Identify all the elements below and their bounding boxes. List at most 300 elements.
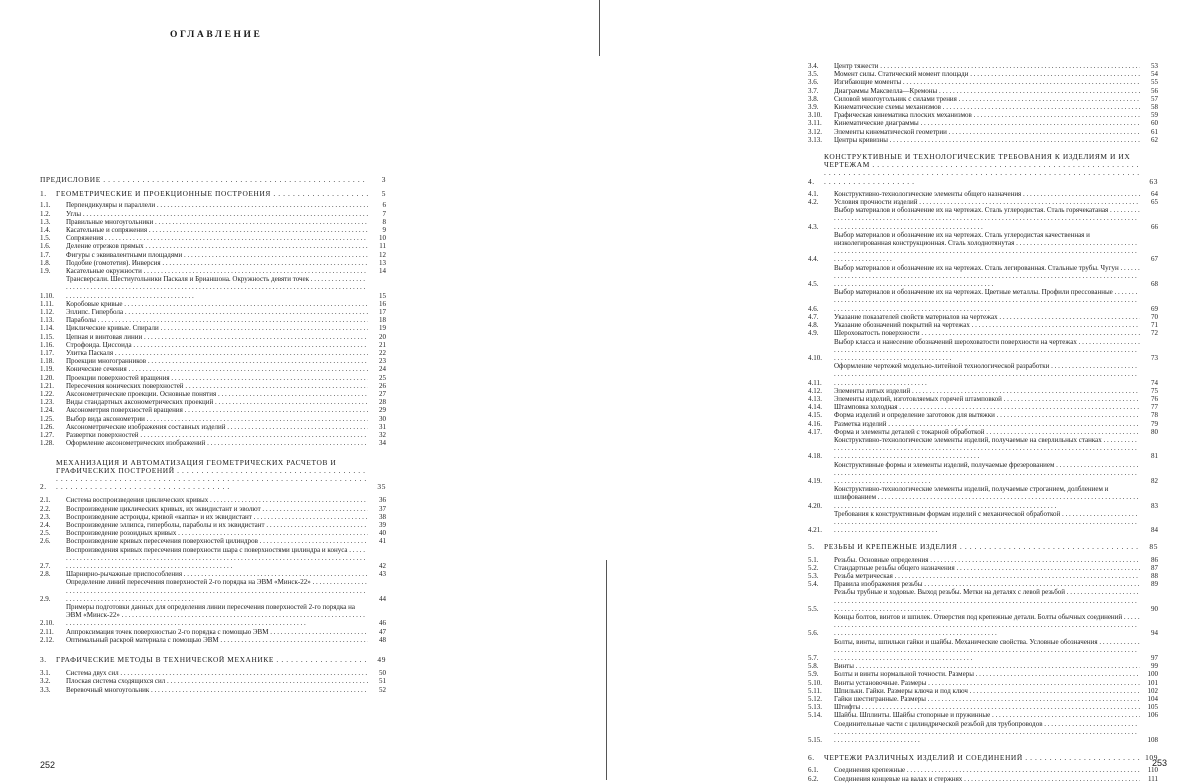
toc-entry-number: 4.7. (808, 312, 819, 321)
toc-entry-title: Воспроизведение циклических кривых, их эквидистант и эволют . . . (66, 505, 368, 513)
toc-entry-title: Подобие (гомотетия). Инверсия . . . (66, 259, 368, 267)
toc-entry[interactable] (808, 119, 1158, 127)
page-number-left: 252 (40, 760, 56, 770)
toc-entry-number: 4.9. (808, 329, 819, 338)
toc-entry-title: Винты установочные. Размеры . . . (834, 679, 1140, 687)
toc-entry-page: 43 (379, 570, 386, 579)
toc-entry-page: 6 (382, 201, 386, 210)
toc-entry[interactable] (40, 226, 386, 234)
toc-entry-title: Оформление чертежей модельно-литейной технологической разработки . . . (834, 362, 1140, 387)
toc-chapter-page: 109 (1145, 753, 1158, 763)
toc-entry-title: Форма изделий и определение заготовок для вытяжки . . . (834, 411, 1140, 419)
toc-chapter-page: 5 (381, 189, 386, 199)
toc-entry[interactable] (808, 588, 1158, 613)
toc-entry-page: 42 (379, 561, 386, 570)
toc-list-ch3-cont (808, 62, 1158, 144)
toc-entry-page: 94 (1151, 629, 1158, 638)
toc-entry-page: 27 (379, 390, 386, 399)
toc-entry[interactable] (40, 423, 386, 431)
toc-entry-title: Касательные окружности . . . (66, 267, 368, 275)
toc-entry-page: 55 (1151, 78, 1158, 87)
toc-entry[interactable] (40, 398, 386, 406)
toc-entry-title: Силовой многоугольник с силами трения . . . (834, 95, 1140, 103)
toc-chapter-5[interactable] (808, 543, 1158, 551)
toc-entry[interactable] (40, 431, 386, 439)
toc-entry[interactable] (808, 264, 1158, 289)
toc-entry-title: Примеры подготовки данных для определения линии пересечения поверхностей 2-го порядка на ЭВМ «Минск-22» . . . (66, 603, 368, 628)
toc-entry[interactable] (808, 572, 1158, 580)
toc-entry[interactable] (40, 234, 386, 242)
toc-entry-number: 4.15. (808, 411, 822, 420)
toc-entry-number: 2.9. (40, 594, 51, 603)
toc-entry-number: 3.8. (808, 94, 819, 103)
toc-entry-title: Аксонометрия поверхностей вращения . . . (66, 406, 368, 414)
toc-chapter-page: 85 (1149, 542, 1158, 552)
toc-entry-number: 1.22. (40, 390, 54, 399)
toc-chapter-4[interactable] (808, 153, 1158, 186)
toc-entry-page: 70 (1151, 312, 1158, 321)
toc-entry-page: 54 (1151, 70, 1158, 79)
toc-entry-page: 102 (1147, 686, 1158, 695)
toc-entry[interactable] (808, 95, 1158, 103)
toc-entry[interactable] (808, 420, 1158, 428)
toc-entry-title: Болты, винты, шпильки гайки и шайбы. Механические свойства. Условные обозначения . . . (834, 638, 1140, 663)
toc-entry-number: 5.11. (808, 686, 822, 695)
toc-entry-title: Винты . . . (834, 662, 1140, 670)
toc-entry-number: 5.1. (808, 555, 819, 564)
toc-left-block (40, 176, 386, 694)
toc-entry-number: 4.5. (808, 280, 819, 289)
toc-entry-page: 14 (379, 267, 386, 276)
toc-list-ch3 (40, 669, 386, 694)
toc-entry[interactable] (808, 329, 1158, 337)
toc-entry-title: Выбор вида аксонометрии . . . (66, 415, 368, 423)
toc-entry-title: Стандартные резьбы общего назначения . . . (834, 564, 1140, 572)
toc-entry-number: 5.9. (808, 670, 819, 679)
toc-entry-number: 1.10. (40, 291, 54, 300)
toc-entry-page: 60 (1151, 119, 1158, 128)
toc-entry[interactable] (808, 436, 1158, 461)
toc-entry-page: 22 (379, 349, 386, 358)
toc-entry-title: Цепная и винтовая линии . . . (66, 333, 368, 341)
toc-entry-number: 3.4. (808, 62, 819, 70)
toc-entry-number: 4.14. (808, 403, 822, 412)
toc-entry-page: 89 (1151, 580, 1158, 589)
toc-entry-page: 77 (1151, 403, 1158, 412)
toc-entry-number: 3.6. (808, 78, 819, 87)
toc-entry-title: Резьбы трубные и ходовые. Выход резьбы. Метки на деталях с левой резьбой . . . (834, 588, 1140, 613)
toc-entry[interactable] (40, 529, 386, 537)
toc-entry-page: 51 (379, 677, 386, 686)
toc-entry-number: 4.11. (808, 378, 822, 387)
toc-entry-title: Правильные многоугольники . . . (66, 218, 368, 226)
toc-entry-title: Касательные и сопряжения . . . (66, 226, 368, 234)
toc-entry[interactable] (808, 720, 1158, 745)
toc-entry-number: 1.9. (40, 267, 51, 276)
toc-entry[interactable] (40, 636, 386, 644)
toc-entry-number: 1.3. (40, 217, 51, 226)
toc-chapter-title: ГЕОМЕТРИЧЕСКИЕ И ПРОЕКЦИОННЫЕ ПОСТРОЕНИЯ . . . (56, 190, 368, 198)
toc-entry-page: 105 (1147, 703, 1158, 712)
toc-entry-number: 4.1. (808, 189, 819, 198)
toc-preface[interactable] (40, 176, 386, 184)
toc-entry-title: Сопряжения . . . (66, 234, 368, 242)
toc-entry-title: Соединения концевые на валах и стержнях . . . (834, 775, 1140, 783)
toc-entry-title: Форма и элементы деталей с токарной обработкой . . . (834, 428, 1140, 436)
toc-entry[interactable] (808, 580, 1158, 588)
toc-entry-page: 67 (1151, 255, 1158, 264)
toc-entry-title: Шарнирно-рычажные приспособления . . . (66, 570, 368, 578)
toc-entry-page: 21 (379, 340, 386, 349)
toc-entry-title: Воспроизведение эллипса, гиперболы, параболы и их эквидистант . . . (66, 521, 368, 529)
toc-entry-number: 1.24. (40, 406, 54, 415)
toc-entry[interactable] (808, 136, 1158, 144)
toc-entry[interactable] (808, 78, 1158, 86)
gutter-line-right (606, 560, 607, 780)
toc-entry[interactable] (40, 382, 386, 390)
toc-entry[interactable] (40, 365, 386, 373)
toc-entry-page: 36 (379, 496, 386, 505)
toc-entry[interactable] (808, 387, 1158, 395)
toc-entry-title: Циклические кривые. Спирали . . . (66, 324, 368, 332)
toc-entry-page: 74 (1151, 378, 1158, 387)
toc-entry-number: 5.3. (808, 571, 819, 580)
toc-chapter-title: ЧЕРТЕЖИ РАЗЛИЧНЫХ ИЗДЕЛИЙ И СОЕДИНЕНИЙ . . . (824, 754, 1140, 762)
toc-entry-page: 83 (1151, 501, 1158, 510)
toc-entry-title: Конструктивные формы и элементы изделий, получаемые фрезерованием . . . (834, 461, 1140, 486)
toc-entry-number: 1.27. (40, 431, 54, 440)
toc-entry-page: 75 (1151, 386, 1158, 395)
toc-entry[interactable] (40, 218, 386, 226)
toc-entry-page: 100 (1147, 670, 1158, 679)
toc-entry-number: 1.13. (40, 316, 54, 325)
toc-entry-title: Оптимальный раскрой материала с помощью ЭВМ . . . (66, 636, 368, 644)
toc-entry[interactable] (808, 321, 1158, 329)
toc-entry-number: 4.18. (808, 452, 822, 461)
toc-chapter-number: 4. (808, 176, 815, 186)
toc-entry-page: 18 (379, 316, 386, 325)
toc-entry[interactable] (40, 415, 386, 423)
toc-entry-title: Пересечения конических поверхностей . . . (66, 382, 368, 390)
toc-entry[interactable] (40, 333, 386, 341)
toc-entry-title: Оформление аксонометрических изображений . . . (66, 439, 368, 447)
toc-entry[interactable] (808, 411, 1158, 419)
toc-entry[interactable] (40, 496, 386, 504)
toc-entry-page: 7 (382, 209, 386, 218)
toc-list-ch1 (40, 201, 386, 447)
toc-entry[interactable] (808, 679, 1158, 687)
toc-entry[interactable] (808, 190, 1158, 198)
toc-entry-number: 2.10. (40, 619, 54, 628)
toc-entry[interactable] (808, 703, 1158, 711)
toc-entry-page: 32 (379, 431, 386, 440)
toc-list-ch5 (808, 556, 1158, 745)
toc-entry[interactable] (40, 210, 386, 218)
toc-entry-title: Указание показателей свойств материалов на чертежах . . . (834, 313, 1140, 321)
toc-entry[interactable] (40, 505, 386, 513)
toc-entry-page: 41 (379, 537, 386, 546)
toc-entry[interactable] (40, 259, 386, 267)
toc-entry-number: 1.15. (40, 332, 54, 341)
toc-entry-title: Веревочный многоугольник . . . (66, 686, 368, 694)
toc-entry[interactable] (40, 324, 386, 332)
toc-entry-page: 73 (1151, 353, 1158, 362)
toc-entry[interactable] (40, 603, 386, 628)
toc-entry[interactable] (40, 669, 386, 677)
toc-entry[interactable] (40, 251, 386, 259)
toc-entry[interactable] (40, 570, 386, 578)
toc-entry-title: Улитка Паскаля . . . (66, 349, 368, 357)
toc-entry-title: Проекции многогранников . . . (66, 357, 368, 365)
toc-entry-title: Графическая кинематика плоских механизмов . . . (834, 111, 1140, 119)
toc-chapter-title: КОНСТРУКТИВНЫЕ И ТЕХНОЛОГИЧЕСКИЕ ТРЕБОВАНИЯ К ИЗДЕЛИЯМ И ИХ ЧЕРТЕЖАМ . . . (824, 153, 1140, 186)
toc-entry-title: Эллипс. Гипербола . . . (66, 308, 368, 316)
toc-entry-number: 1.26. (40, 422, 54, 431)
toc-entry-title: Гайки шестигранные. Размеры . . . (834, 695, 1140, 703)
toc-entry-title: Болты и винты нормальной точности. Размеры . . . (834, 670, 1140, 678)
toc-entry-number: 5.8. (808, 662, 819, 671)
toc-entry-page: 108 (1147, 736, 1158, 745)
toc-entry-page: 9 (382, 226, 386, 235)
toc-entry[interactable] (40, 686, 386, 694)
toc-entry-title: Кинематические схемы механизмов . . . (834, 103, 1140, 111)
toc-entry-title: Плоская система сходящихся сил . . . (66, 677, 368, 685)
toc-entry-number: 4.19. (808, 476, 822, 485)
toc-entry[interactable] (40, 357, 386, 365)
toc-entry-title: Конструктивно-технологические элементы изделий, получаемые строганием, долблением и шлифованием . . . (834, 485, 1140, 510)
toc-entry-page: 59 (1151, 111, 1158, 120)
toc-entry-number: 5.14. (808, 711, 822, 720)
toc-entry[interactable] (40, 390, 386, 398)
toc-entry[interactable] (40, 677, 386, 685)
toc-entry[interactable] (40, 521, 386, 529)
toc-list-ch4 (808, 190, 1158, 535)
toc-entry-number: 4.13. (808, 394, 822, 403)
toc-entry-number: 1.7. (40, 250, 51, 259)
toc-chapter-2-wrap (40, 459, 386, 492)
toc-entry[interactable] (40, 537, 386, 545)
toc-entry-number: 2.8. (40, 570, 51, 579)
toc-chapter-3[interactable] (40, 656, 386, 664)
toc-entry-number: 3.7. (808, 86, 819, 95)
toc-entry-page: 87 (1151, 563, 1158, 572)
toc-entry[interactable] (808, 111, 1158, 119)
toc-entry-number: 6.2. (808, 774, 819, 783)
toc-entry[interactable] (40, 242, 386, 250)
toc-entry[interactable] (40, 201, 386, 209)
toc-entry-page: 72 (1151, 329, 1158, 338)
toc-entry[interactable] (808, 485, 1158, 510)
toc-chapter-number: 5. (808, 542, 815, 552)
toc-entry-number: 4.12. (808, 386, 822, 395)
toc-entry-number: 1.12. (40, 308, 54, 317)
toc-entry-number: 3.12. (808, 127, 822, 136)
toc-entry[interactable] (808, 198, 1158, 206)
toc-entry-title: Центры кривизны . . . (834, 136, 1140, 144)
toc-entry[interactable] (808, 70, 1158, 78)
toc-entry[interactable] (808, 775, 1158, 783)
toc-entry[interactable] (808, 613, 1158, 638)
toc-entry[interactable] (808, 403, 1158, 411)
toc-entry[interactable] (808, 556, 1158, 564)
toc-entry-title: Воспроизведение кривых пересечения поверхностей цилиндров . . . (66, 537, 368, 545)
toc-entry[interactable] (808, 461, 1158, 486)
toc-entry-page: 48 (379, 635, 386, 644)
toc-entry-number: 4.3. (808, 222, 819, 231)
toc-entry[interactable] (40, 628, 386, 636)
toc-entry-title: Кинематические диаграммы . . . (834, 119, 1140, 127)
toc-entry-number: 1.8. (40, 258, 51, 267)
toc-entry-number: 2.5. (40, 529, 51, 538)
toc-entry[interactable] (40, 578, 386, 603)
toc-entry[interactable] (808, 766, 1158, 774)
toc-entry[interactable] (808, 395, 1158, 403)
toc-entry-page: 90 (1151, 604, 1158, 613)
toc-entry-title: Аппроксимация точек поверхностью 2-го порядка с помощью ЭВМ . . . (66, 628, 368, 636)
toc-entry[interactable] (808, 670, 1158, 678)
toc-entry[interactable] (808, 428, 1158, 436)
toc-heading: ОГЛАВЛЕНИЕ (170, 30, 263, 40)
toc-chapter-6[interactable] (808, 754, 1158, 762)
toc-entry[interactable] (40, 513, 386, 521)
toc-entry[interactable] (40, 308, 386, 316)
toc-entry-page: 28 (379, 398, 386, 407)
toc-entry[interactable] (40, 275, 386, 300)
toc-entry-number: 5.13. (808, 703, 822, 712)
toc-chapter-1[interactable] (40, 190, 386, 198)
toc-entry[interactable] (808, 206, 1158, 231)
toc-entry[interactable] (40, 300, 386, 308)
toc-entry[interactable] (808, 338, 1158, 363)
toc-entry-page: 76 (1151, 394, 1158, 403)
toc-entry-number: 1.11. (40, 299, 54, 308)
toc-chapter-2[interactable] (40, 459, 386, 492)
toc-entry[interactable] (808, 362, 1158, 387)
toc-entry[interactable] (40, 374, 386, 382)
toc-entry-number: 3.5. (808, 70, 819, 79)
toc-entry[interactable] (808, 231, 1158, 264)
toc-entry[interactable] (40, 341, 386, 349)
right-page (600, 0, 1200, 783)
toc-entry-page: 71 (1151, 321, 1158, 330)
toc-entry-title: Требования к конструктивным формам изделий с механической обработкой . . . (834, 510, 1140, 535)
toc-entry-page: 84 (1151, 526, 1158, 535)
toc-entry-page: 64 (1151, 189, 1158, 198)
toc-entry-number: 3.9. (808, 103, 819, 112)
toc-entry-title: Определение линий пересечения поверхностей 2-го порядка на ЭВМ «Минск-22» . . . (66, 578, 368, 603)
toc-entry-number: 3.1. (40, 669, 51, 678)
toc-entry[interactable] (40, 439, 386, 447)
toc-entry-page: 25 (379, 373, 386, 382)
toc-entry-title: Конические сечения . . . (66, 365, 368, 373)
toc-entry-title: Деление отрезков прямых . . . (66, 242, 368, 250)
toc-entry-title: Штамповка холодная . . . (834, 403, 1140, 411)
toc-entry-page: 104 (1147, 695, 1158, 704)
toc-entry-number: 4.17. (808, 427, 822, 436)
toc-entry-number: 3.11. (808, 119, 822, 128)
toc-entry-number: 4.21. (808, 526, 822, 535)
toc-entry-number: 1.20. (40, 373, 54, 382)
toc-entry-page: 111 (1148, 774, 1158, 783)
toc-entry-title: Соединительные части с цилиндрической резьбой для трубопроводов . . . (834, 720, 1140, 745)
toc-entry[interactable] (808, 711, 1158, 719)
toc-entry-page: 86 (1151, 555, 1158, 564)
toc-entry-title: Углы . . . (66, 210, 368, 218)
toc-entry-number: 2.7. (40, 561, 51, 570)
toc-entry-number: 1.18. (40, 357, 54, 366)
toc-entry-page: 44 (379, 594, 386, 603)
toc-entry[interactable] (40, 546, 386, 571)
toc-entry-number: 3.13. (808, 135, 822, 144)
toc-entry[interactable] (808, 662, 1158, 670)
toc-chapter-title: ГРАФИЧЕСКИЕ МЕТОДЫ В ТЕХНИЧЕСКОЙ МЕХАНИКЕ . . . (56, 656, 368, 664)
toc-entry[interactable] (808, 103, 1158, 111)
toc-entry-number: 1.21. (40, 381, 54, 390)
toc-preface-title: ПРЕДИСЛОВИЕ . . . (40, 176, 368, 184)
toc-entry-title: Элементы литых изделий . . . (834, 387, 1140, 395)
toc-entry-title: Конструктивно-технологические элементы изделий, получаемые на сверлильных станках . . . (834, 436, 1140, 461)
toc-entry-number: 2.6. (40, 537, 51, 546)
toc-entry-number: 1.16. (40, 340, 54, 349)
toc-entry-number: 1.28. (40, 439, 54, 448)
toc-chapter-page: 49 (377, 654, 386, 664)
toc-chapter-number: 6. (808, 753, 815, 763)
toc-entry-title: Параболы . . . (66, 316, 368, 324)
toc-entry[interactable] (808, 62, 1158, 70)
toc-entry[interactable] (808, 510, 1158, 535)
toc-entry[interactable] (808, 638, 1158, 663)
toc-entry-title: Выбор материалов и обозначение их на чертежах. Сталь легированная. Стальные трубы. Чугун . . . (834, 264, 1140, 289)
toc-entry-title: Разметка изделий . . . (834, 420, 1140, 428)
toc-entry[interactable] (40, 349, 386, 357)
toc-entry-page: 16 (379, 299, 386, 308)
toc-entry[interactable] (40, 267, 386, 275)
toc-entry[interactable] (40, 316, 386, 324)
toc-entry-page: 106 (1147, 711, 1158, 720)
toc-entry-title: Указание обозначений покрытий на чертежах . . . (834, 321, 1140, 329)
toc-entry-number: 5.12. (808, 695, 822, 704)
toc-entry-title: Момент силы. Статический момент площади . . . (834, 70, 1140, 78)
toc-entry-page: 24 (379, 365, 386, 374)
toc-entry-title: Резьба метрическая . . . (834, 572, 1140, 580)
toc-entry-title: Штифты . . . (834, 703, 1140, 711)
toc-entry[interactable] (808, 687, 1158, 695)
toc-chapter-page: 63 (1149, 176, 1158, 186)
toc-entry-page: 15 (379, 291, 386, 300)
toc-entry-number: 4.4. (808, 255, 819, 264)
toc-entry[interactable] (808, 695, 1158, 703)
toc-entry[interactable] (808, 128, 1158, 136)
toc-entry[interactable] (40, 406, 386, 414)
toc-entry-page: 29 (379, 406, 386, 415)
toc-entry-number: 6.1. (808, 766, 819, 775)
toc-entry-page: 13 (379, 258, 386, 267)
toc-entry-page: 68 (1151, 280, 1158, 289)
toc-entry-number: 1.6. (40, 242, 51, 251)
toc-entry[interactable] (808, 564, 1158, 572)
toc-entry-page: 79 (1151, 419, 1158, 428)
toc-entry-page: 62 (1151, 135, 1158, 144)
toc-entry[interactable] (808, 313, 1158, 321)
toc-entry[interactable] (808, 87, 1158, 95)
toc-entry-number: 1.23. (40, 398, 54, 407)
toc-entry-page: 56 (1151, 86, 1158, 95)
toc-entry-number: 1.5. (40, 234, 51, 243)
toc-entry-number: 3.2. (40, 677, 51, 686)
toc-entry-title: Выбор материалов и обозначение их на чертежах. Сталь углеродистая. Сталь горячекатаная . . . (834, 206, 1140, 231)
toc-entry-title: Шероховатость поверхности . . . (834, 329, 1140, 337)
toc-entry[interactable] (808, 288, 1158, 313)
